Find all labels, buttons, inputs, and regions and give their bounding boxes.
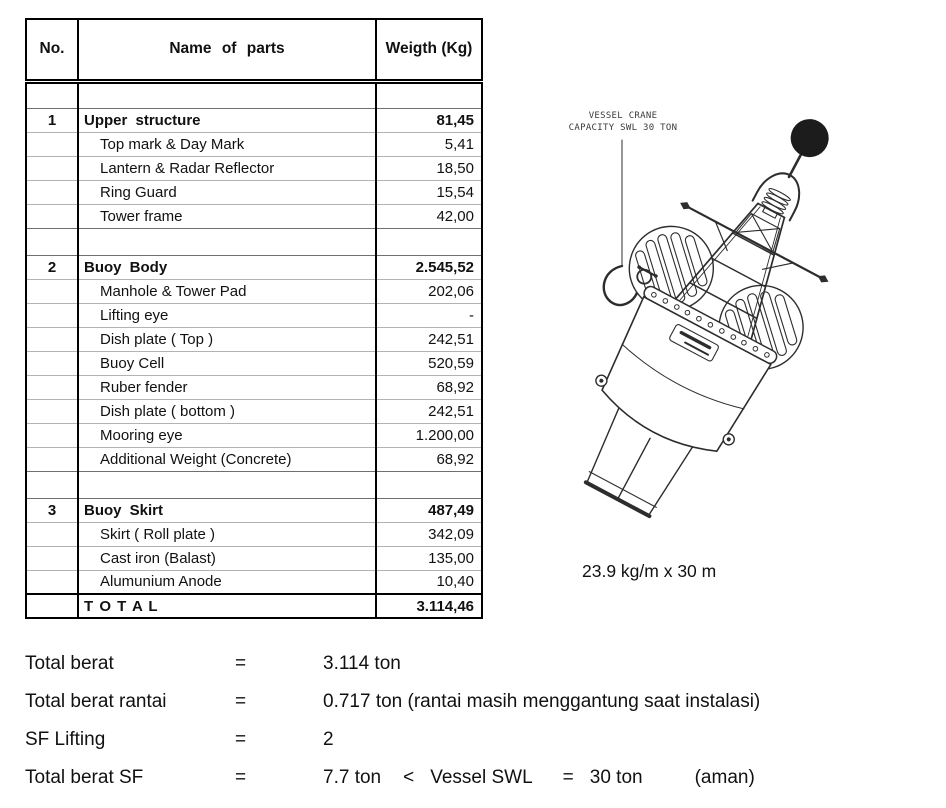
cell-no (26, 447, 78, 471)
cell-wt: 487,49 (376, 498, 482, 522)
summary-value: 3.114 ton (323, 653, 401, 674)
table-row-item (26, 399, 482, 423)
table-row-group (26, 108, 482, 132)
safety-note: (aman) (694, 767, 755, 788)
summary-value: 0.717 ton (rantai masih menggantung saat instalasi) (323, 691, 761, 712)
cell-no (26, 204, 78, 228)
cell-name: Lantern & Radar Reflector (78, 156, 376, 180)
cell-wt: 42,00 (376, 204, 482, 228)
topmark-rod (789, 155, 801, 177)
cell-wt: 2.545,52 (376, 255, 482, 279)
cell-no (26, 594, 78, 618)
cell-wt: 3.114,46 (376, 594, 482, 618)
table-row-item (26, 375, 482, 399)
buoy-group (511, 90, 911, 549)
cell-wt: 242,51 (376, 327, 482, 351)
crane-label-line2: CAPACITY SWL 30 TON (568, 123, 678, 133)
table-row-item (26, 204, 482, 228)
cell-no (26, 327, 78, 351)
table-row-spacer (26, 81, 482, 108)
cell-wt: 68,92 (376, 375, 482, 399)
cell-wt: 81,45 (376, 108, 482, 132)
cell-name: Dish plate ( Top ) (78, 327, 376, 351)
cell-wt: 342,09 (376, 522, 482, 546)
cell-no (26, 279, 78, 303)
table-row-group (26, 255, 482, 279)
cell-name: Skirt ( Roll plate ) (78, 522, 376, 546)
cell-wt: 1.200,00 (376, 423, 482, 447)
table-row-item (26, 303, 482, 327)
table-row-item (26, 327, 482, 351)
table-row-item (26, 546, 482, 570)
cell-no (26, 156, 78, 180)
summary-label: Total berat SF (25, 767, 144, 788)
table-row-group (26, 498, 482, 522)
table-row-item (26, 351, 482, 375)
chain-spec-label: 23.9 kg/m x 30 m (582, 561, 717, 581)
cell-name: Lifting eye (78, 303, 376, 327)
cell-name (78, 81, 376, 108)
equals-sign: = (235, 729, 247, 750)
cell-wt: 68,92 (376, 447, 482, 471)
cell-wt: 10,40 (376, 570, 482, 594)
cell-wt: 135,00 (376, 546, 482, 570)
cell-name: Mooring eye (78, 423, 376, 447)
cell-wt: 242,51 (376, 399, 482, 423)
cell-no (26, 522, 78, 546)
crane-label-line1: VESSEL CRANE (588, 111, 658, 121)
equals-sign: = (235, 767, 247, 788)
parts-table-body (26, 81, 482, 618)
header-weight: Weigth (Kg) (376, 19, 482, 81)
summary-label: SF Lifting (25, 729, 106, 750)
summary-label: Total berat (25, 653, 114, 674)
summary-row-total-berat-rantai (25, 683, 925, 721)
cell-wt: 520,59 (376, 351, 482, 375)
cell-name: Tower frame (78, 204, 376, 228)
cell-name: Ring Guard (78, 180, 376, 204)
cell-name: Upper structure (78, 108, 376, 132)
cell-wt: - (376, 303, 482, 327)
cell-wt: 5,41 (376, 132, 482, 156)
table-row-item (26, 132, 482, 156)
cell-name: Additional Weight (Concrete) (78, 447, 376, 471)
cell-no: 1 (26, 108, 78, 132)
table-row-spacer (26, 471, 482, 498)
summary-value: 7.7 ton (323, 767, 382, 788)
cell-name: Ruber fender (78, 375, 376, 399)
cell-wt: 15,54 (376, 180, 482, 204)
equals-sign: = (235, 691, 247, 712)
table-row-item (26, 447, 482, 471)
cell-name: Manhole & Tower Pad (78, 279, 376, 303)
table-row-spacer (26, 228, 482, 255)
cell-no: 3 (26, 498, 78, 522)
table-row-item (26, 522, 482, 546)
cell-no (26, 180, 78, 204)
cell-name (78, 471, 376, 498)
cell-name: Alumunium Anode (78, 570, 376, 594)
cell-wt (376, 81, 482, 108)
table-row-item (26, 423, 482, 447)
cell-no (26, 471, 78, 498)
header-name: Name of parts (78, 19, 376, 81)
cell-wt: 202,06 (376, 279, 482, 303)
cell-no (26, 132, 78, 156)
topmark-ball-icon (784, 112, 835, 163)
table-row-total (26, 594, 482, 618)
lantern-assembly (750, 111, 837, 224)
summary-row-total-berat (25, 645, 925, 683)
cell-name: Top mark & Day Mark (78, 132, 376, 156)
parts-weight-table (25, 18, 483, 619)
cell-name (78, 228, 376, 255)
table-row-item (26, 180, 482, 204)
cell-no (26, 351, 78, 375)
table-header-row (26, 19, 482, 81)
summary-row-sf-lifting (25, 721, 925, 759)
buoy-technical-drawing (500, 90, 930, 610)
vessel-swl-label: Vessel SWL (430, 767, 533, 788)
summary-label: Total berat rantai (25, 691, 167, 712)
cell-name: T O T A L (78, 594, 376, 618)
vessel-swl-value: 30 ton (589, 767, 643, 788)
cell-wt (376, 471, 482, 498)
cell-name: Cast iron (Balast) (78, 546, 376, 570)
cell-name: Buoy Body (78, 255, 376, 279)
cell-no (26, 228, 78, 255)
cell-no: 2 (26, 255, 78, 279)
summary-block (25, 645, 925, 797)
less-than-sign: < (403, 767, 415, 788)
cell-no (26, 399, 78, 423)
cell-no (26, 546, 78, 570)
equals-sign: = (235, 653, 247, 674)
summary-value: 2 (323, 729, 334, 750)
cell-wt (376, 228, 482, 255)
summary-row-total-berat-sf (25, 759, 925, 797)
header-no: No. (26, 19, 78, 81)
cell-no (26, 570, 78, 594)
cell-name: Buoy Skirt (78, 498, 376, 522)
cell-no (26, 303, 78, 327)
table-row-item (26, 279, 482, 303)
cell-wt: 18,50 (376, 156, 482, 180)
cell-no (26, 375, 78, 399)
cell-no (26, 81, 78, 108)
cell-name: Dish plate ( bottom ) (78, 399, 376, 423)
table-row-item (26, 156, 482, 180)
cell-no (26, 423, 78, 447)
equals-sign: = (562, 767, 574, 788)
cell-name: Buoy Cell (78, 351, 376, 375)
table-row-item (26, 570, 482, 594)
